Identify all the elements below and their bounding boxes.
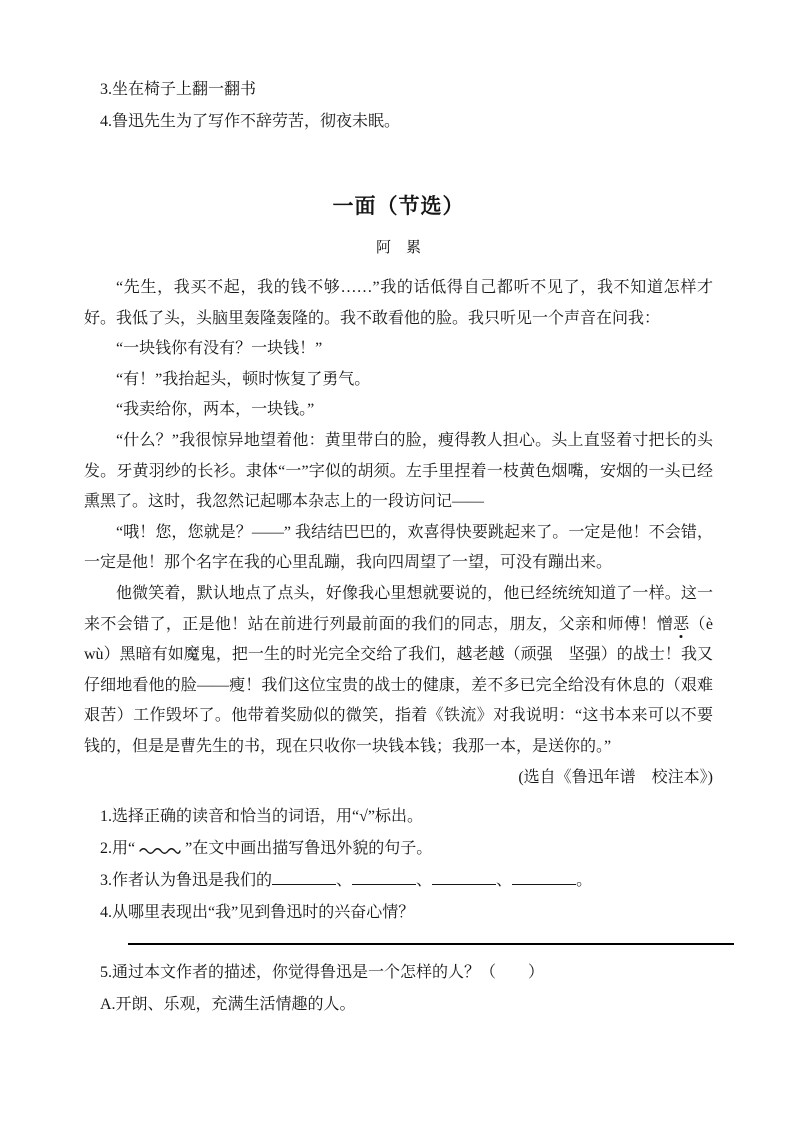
passage-paragraph: “哦！您，您就是？——” 我结结巴巴的，欢喜得快要跳起来了。一定是他！不会错，一定是他！那个名字在我的心里乱蹦，我向四周望了一望，可没有蹦出来。 — [84, 523, 713, 572]
question-3 — [100, 865, 713, 897]
passage-paragraph — [84, 579, 730, 763]
question-4: 4.从哪里表现出“我”见到鲁迅时的兴奋心情？ — [100, 904, 415, 922]
passage-text: （è wù）黑暗有如魔鬼，把一生的时光完全交给了我们，越老越（顽强 坚强）的战士！我又仔细地看他的脸——瘦！我们这位宝贵的战士的健康，差不多已完全给没有休息的（艰难 艰苦）工作毁坏了。他带着奖励似的微笑，指着《铁流》对我说明：“这书本来可以不要钱的，但是是曹先生的书，现在只收你一块钱本钱；我那一本，是送你的。” — [84, 615, 730, 755]
wavy-line-icon — [138, 833, 182, 865]
separator: 、 — [416, 872, 433, 890]
sentence-end: 。 — [576, 872, 593, 890]
question-2 — [100, 833, 713, 865]
article-passage — [84, 273, 730, 763]
list-item: 4.鲁迅先生为了写作不辞劳苦，彻夜未眠。 — [100, 113, 401, 130]
source-citation: (选自《鲁迅年谱 校注本》) — [518, 768, 713, 786]
answer-blank — [272, 884, 336, 885]
passage-paragraph: “我卖给你，两本，一块钱。” — [116, 401, 315, 419]
section-divider — [128, 943, 734, 945]
question-list — [100, 801, 713, 1021]
question-2-text-pre: 2.用“ — [100, 840, 136, 858]
answer-blank — [512, 884, 576, 885]
option-a: A.开朗、乐观，充满生活情趣的人。 — [100, 996, 356, 1014]
passage-paragraph: “什么？”我很惊异地望着他：黄里带白的脸，瘦得教人担心。头上直竖着寸把长的头发。牙黄羽纱的长衫。隶体“一”字似的胡须。左手里捏着一枝黄色烟嘴，安烟的一头已经熏黑了。这时，我忽然记起哪本杂志上的一段访问记—— — [84, 431, 713, 511]
question-3-lead: 3.作者认为鲁迅是我们的 — [100, 872, 273, 890]
passage-text: 他微笑着，默认地点了点头，好像我心里想就要说的，他已经统统知道了一样。这一来不会错了，正是他！站在前进行列最前面的我们的同志，朋友，父亲和师傅！憎 — [84, 584, 713, 633]
question-1: 1.选择正确的读音和恰当的词语，用“√”标出。 — [100, 808, 423, 826]
question-5: 5.通过本文作者的描述，你觉得鲁迅是一个怎样的人？（ ） — [100, 964, 545, 982]
list-item: 3.坐在椅子上翻一翻书 — [100, 81, 257, 98]
answer-blank — [432, 884, 496, 885]
question-2-text-post: ”在文中画出描写鲁迅外貌的句子。 — [185, 840, 433, 858]
emphasized-char: 恶 — [673, 615, 690, 633]
answer-blank — [352, 884, 416, 885]
passage-paragraph: “先生，我买不起，我的钱不够……”我的话低得自己都听不见了，我不知道怎样才好。我低了头，头脑里轰隆轰隆的。我不敢看他的脸。我只听见一个声音在问我： — [84, 279, 713, 327]
passage-paragraph: “一块钱你有没有？一块钱！” — [116, 340, 323, 358]
article-title: 一面（节选） — [332, 195, 465, 218]
separator: 、 — [496, 872, 513, 890]
passage-paragraph: “有！”我抬起头，顿时恢复了勇气。 — [116, 370, 371, 388]
separator: 、 — [336, 872, 353, 890]
intro-answer-list — [100, 74, 713, 138]
article-author: 阿 累 — [375, 240, 421, 256]
